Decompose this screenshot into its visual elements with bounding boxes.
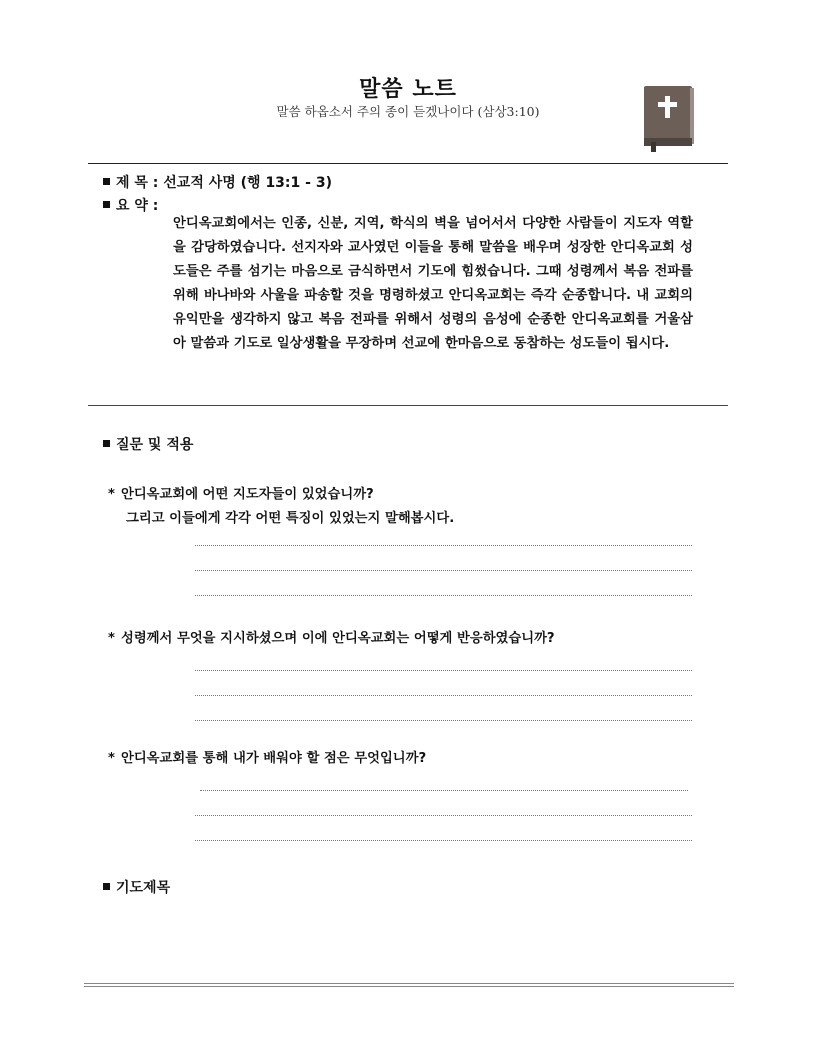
subject-row	[103, 172, 332, 192]
star-bullet: *	[108, 487, 115, 502]
summary-text: 안디옥교회에서는 인종, 신분, 지역, 학식의 벽을 넘어서서 다양한 사람들이 지도자 역할을 감당하였습니다. 선지자와 교사였던 이들을 통해 말씀을 배우며 성장한 안디옥교회 성도들은 주를 섬기는 마음으로 금식하면서 기도에 힘썼습니다. 그때 성령께서 복음 전파를 위해 바나바와 사울을 파송할 것을 명령하셨고 안디옥교회는 즉각 순종합니다. 내 교회의 유익만을 생각하지 않고 복음 전파를 위해서 성령의 음성에 순종한 안디옥교회를 거울삼아 말씀과 기도로 일상생활을 무장하며 선교에 한마음으로 동참하는 성도들이 됩시다.	[173, 216, 693, 351]
answer-line[interactable]	[195, 720, 692, 721]
answer-line[interactable]	[195, 545, 692, 546]
page-subtitle: 말씀 하옵소서 주의 종이 듣겠나이다 (삼상3:10)	[276, 104, 540, 119]
question-1-line-2: 그리고 이들에게 각각 어떤 특징이 있었는지 말해봅시다.	[126, 511, 455, 526]
bible-icon	[638, 82, 698, 152]
answer-line[interactable]	[195, 840, 692, 841]
footer-divider	[84, 986, 734, 987]
question-1-line-1: 안디옥교회에 어떤 지도자들이 있었습니까?	[120, 487, 374, 502]
subject-value: 선교적 사명 (행 13:1 - 3)	[163, 175, 332, 191]
top-divider	[88, 163, 728, 164]
question-2	[108, 628, 555, 650]
star-bullet: *	[108, 631, 115, 646]
prayer-heading	[103, 877, 170, 897]
page-title: 말씀 노트	[359, 77, 457, 102]
section-divider	[88, 405, 728, 406]
bullet-icon	[103, 440, 110, 447]
answer-line[interactable]	[195, 595, 692, 596]
star-bullet: *	[108, 751, 115, 766]
questions-heading	[103, 434, 193, 454]
answer-line[interactable]	[200, 790, 688, 791]
answer-line[interactable]	[195, 570, 692, 571]
prayer-heading-label: 기도제목	[116, 880, 171, 896]
questions-heading-label: 질문 및 적용	[116, 437, 194, 453]
answer-line[interactable]	[195, 815, 692, 816]
question-3	[108, 748, 426, 770]
footer-divider	[84, 983, 734, 984]
question-1	[108, 484, 374, 506]
bullet-icon	[103, 883, 110, 890]
answer-line[interactable]	[195, 695, 692, 696]
question-3-text: 안디옥교회를 통해 내가 배워야 할 점은 무엇입니까?	[120, 751, 427, 766]
question-2-text: 성령께서 무엇을 지시하셨으며 이에 안디옥교회는 어떻게 반응하였습니까?	[120, 631, 555, 646]
summary-row	[103, 195, 158, 215]
subject-label: 제 목 :	[116, 175, 159, 191]
summary-label: 요 약 :	[116, 198, 159, 214]
bullet-icon	[103, 201, 110, 208]
answer-line[interactable]	[195, 670, 692, 671]
bullet-icon	[103, 178, 110, 185]
